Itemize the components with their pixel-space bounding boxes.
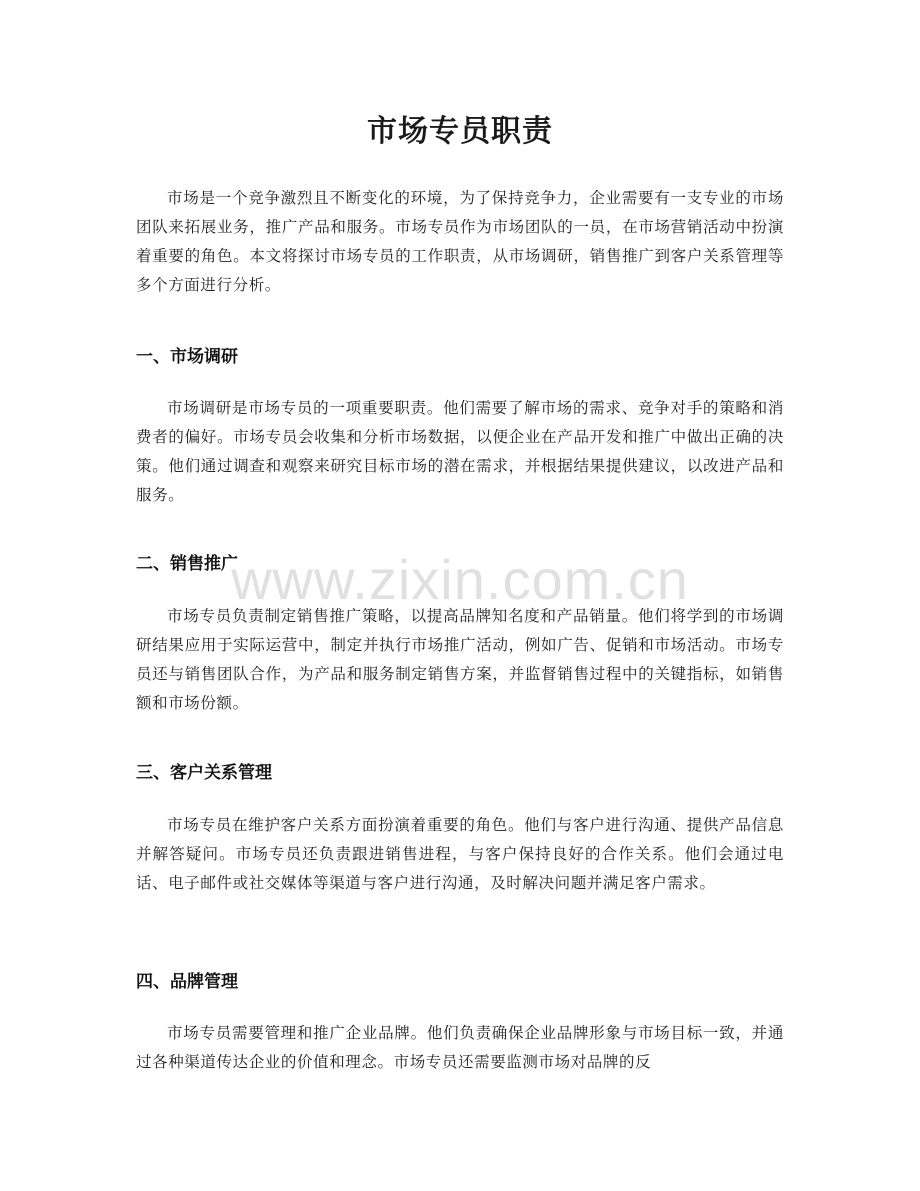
section-body-brand-management: 市场专员需要管理和推广企业品牌。他们负责确保企业品牌形象与市场目标一致，并通过各种渠道传达企业的价值和理念。市场专员还需要监测市场对品牌的反 [136,1024,784,1071]
watermark: www.zixin.com.cn [231,548,689,611]
page-title: 市场专员职责 [367,114,553,149]
section-body-customer-relations: 市场专员在维护客户关系方面扮演着重要的角色。他们与客户进行沟通、提供产品信息并解答疑问。市场专员还负责跟进销售进程，与客户保持良好的合作关系。他们会通过电话、电子邮件或社交媒体等渠道与客户进行沟通，及时解决问题并满足客户需求。 [136,816,784,892]
section-heading-brand-management: 四、品牌管理 [136,972,238,992]
section-body-market-research: 市场调研是市场专员的一项重要职责。他们需要了解市场的需求、竞争对手的策略和消费者的偏好。市场专员会收集和分析市场数据，以便企业在产品开发和推广中做出正确的决策。他们通过调查和观察来研究目标市场的潜在需求，并根据结果提供建议，以改进产品和服务。 [136,399,784,504]
section-heading-customer-relations: 三、客户关系管理 [136,763,272,783]
intro-paragraph: 市场是一个竞争激烈且不断变化的环境，为了保持竞争力，企业需要有一支专业的市场团队来拓展业务，推广产品和服务。市场专员作为市场团队的一员，在市场营销活动中扮演着重要的角色。本文将探讨市场专员的工作职责，从市场调研，销售推广到客户关系管理等多个方面进行分析。 [136,189,784,294]
section-heading-sales-promotion: 二、销售推广 [136,554,238,574]
section-body-sales-promotion: 市场专员负责制定销售推广策略，以提高品牌知名度和产品销量。他们将学到的市场调研结果应用于实际运营中，制定并执行市场推广活动，例如广告、促销和市场活动。市场专员还与销售团队合作，为产品和服务制定销售方案，并监督销售过程中的关键指标，如销售额和市场份额。 [136,607,784,712]
section-heading-market-research: 一、市场调研 [136,347,238,367]
